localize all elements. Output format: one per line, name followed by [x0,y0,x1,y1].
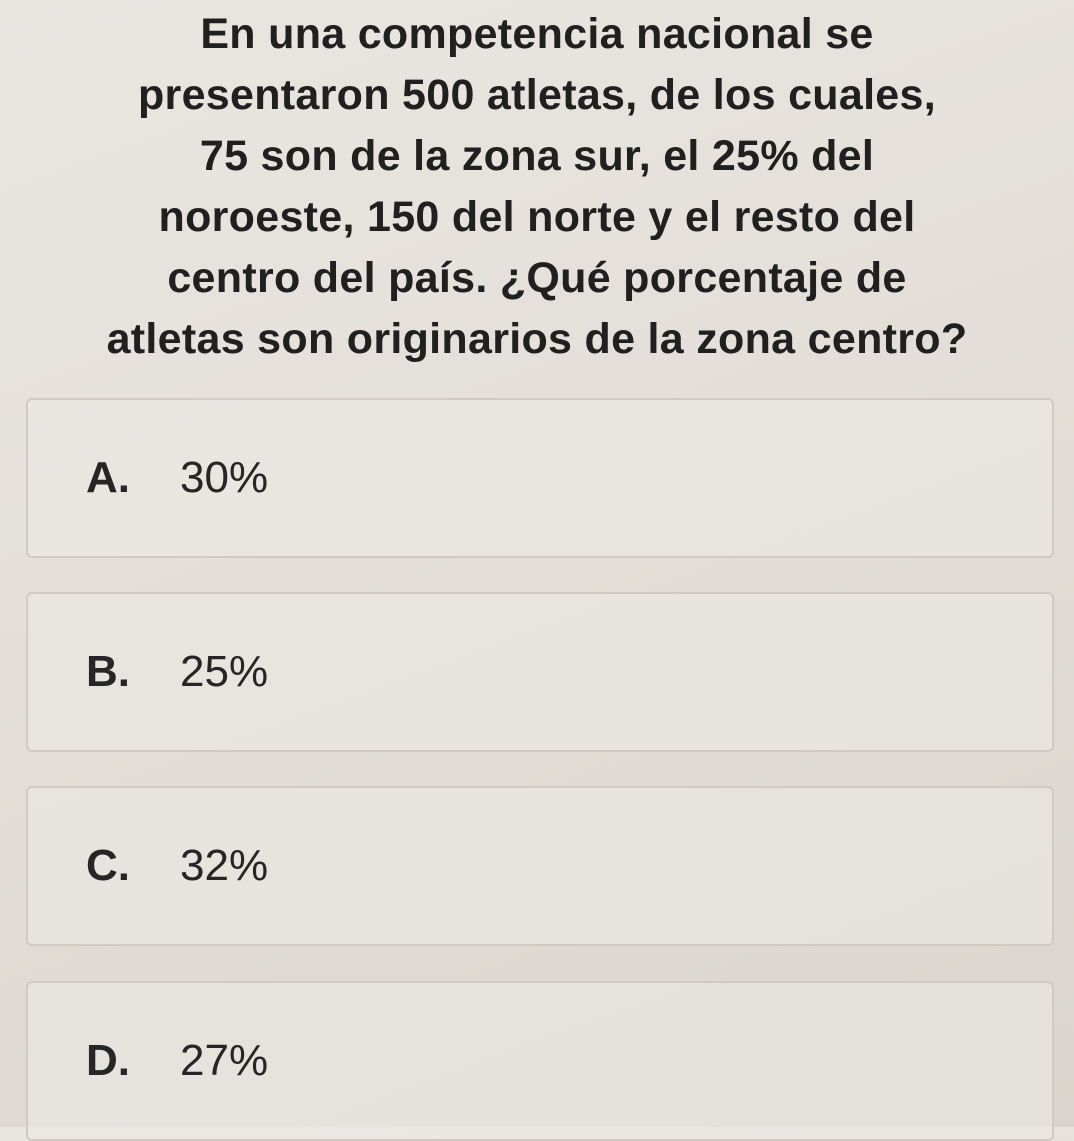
question-line: centro del país. ¿Qué porcentaje de [167,254,907,302]
question-line: En una competencia nacional se [200,10,874,58]
option-letter: C. [86,841,130,890]
question-line: presentaron 500 atletas, de los cuales, [137,71,936,119]
answer-option-b[interactable] [26,592,1054,752]
answer-option-a[interactable] [26,398,1054,558]
option-letter: B. [86,647,130,696]
option-value: 32% [180,841,269,890]
answer-option-c[interactable] [26,786,1054,946]
answer-option-d[interactable] [26,981,1054,1141]
question-line: atletas son originarios de la zona centro? [106,315,968,363]
question-line: noroeste, 150 del norte y el resto del [158,193,916,241]
answer-option-content [86,453,268,503]
question-line: 75 son de la zona sur, el 25% del [199,132,875,180]
answer-option-content [86,1036,268,1086]
option-value: 25% [180,647,269,696]
answer-option-content [86,841,268,891]
answer-option-content [86,647,268,697]
question-text [20,4,1054,370]
option-letter: D. [86,1036,130,1085]
option-value: 30% [180,453,269,502]
option-value: 27% [180,1036,269,1085]
option-letter: A. [86,453,130,502]
